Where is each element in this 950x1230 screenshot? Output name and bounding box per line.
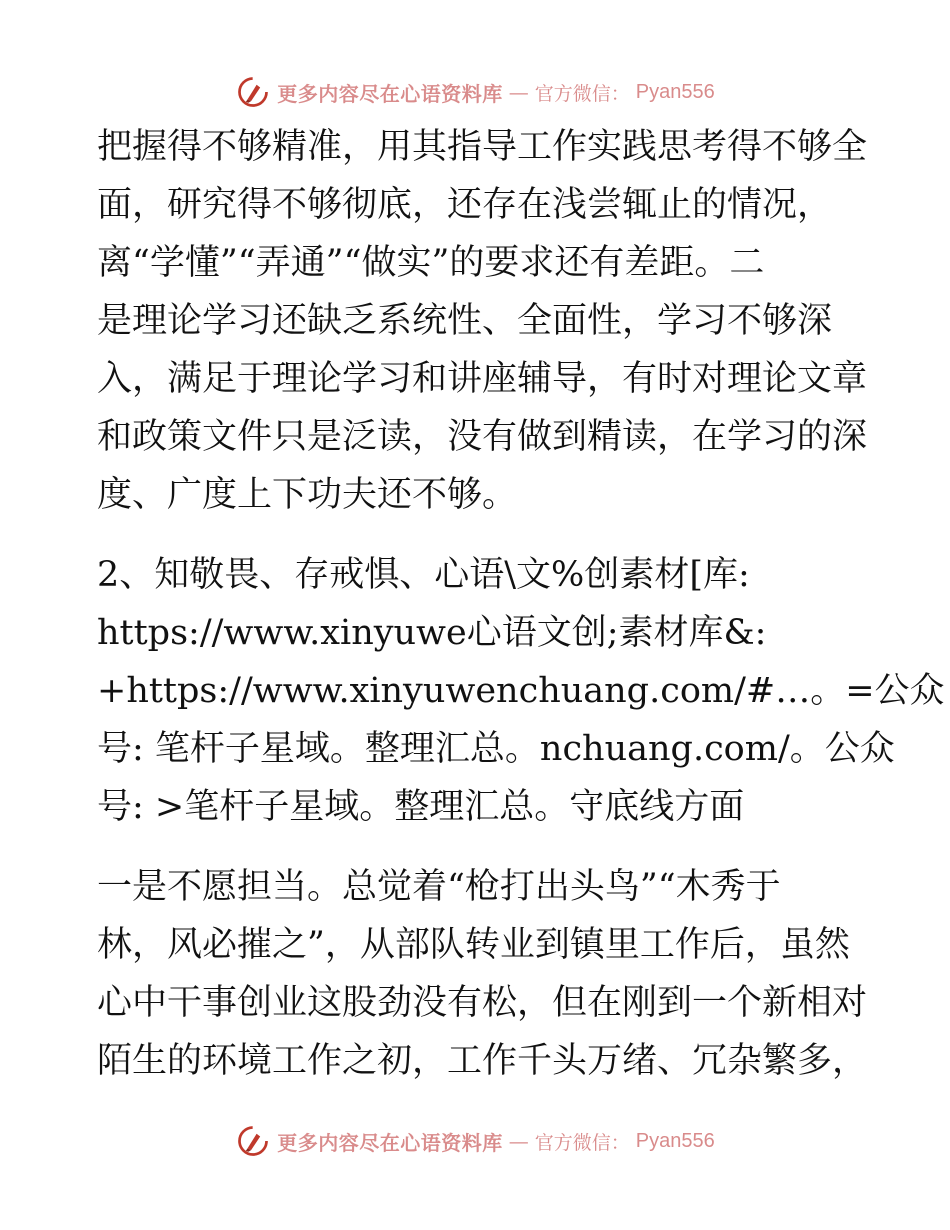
text-line: 面，研究得不够彻底，还存在浅尝辄止的情况，: [97, 185, 833, 225]
paragraph-1: [97, 118, 868, 524]
text-line: 离“学懂”“弄通”“做实”的要求还有差距。二: [97, 243, 765, 283]
watermark-site-text: 更多内容尽在心语资料库: [277, 1130, 503, 1155]
header-watermark: [0, 72, 950, 112]
text-line: 度、广度上下功夫还不够。: [97, 475, 518, 515]
document-body: [97, 118, 945, 1090]
text-line: 和政策文件只是泛读，没有做到精读，在学习的深: [97, 417, 868, 457]
text-line: 把握得不够精准，用其指导工作实践思考得不够全: [97, 127, 868, 167]
paragraph-3: [97, 858, 868, 1090]
text-line: 心中干事创业这股劲没有松，但在刚到一个新相对: [97, 983, 868, 1023]
footer-watermark: [0, 1121, 950, 1161]
text-line: +https://www.xinyuwenchuang.com/#…。=公众: [97, 671, 945, 711]
text-line: 入，满足于理论学习和讲座辅导，有时对理论文章: [97, 359, 868, 399]
text-line: 2、知敬畏、存戒惧、心语\文%创素材[库:: [97, 555, 750, 595]
text-line: 是理论学习还缺乏系统性、全面性，学习不够深: [97, 301, 833, 341]
text-line: https://www.xinyuwe心语文创;素材库&:: [97, 613, 767, 653]
watermark-wechat-id: Pyan556: [635, 80, 715, 103]
watermark-wechat-id: Pyan556: [635, 1129, 715, 1152]
watermark-site-text: 更多内容尽在心语资料库: [277, 81, 503, 106]
watermark-wechat-label: 官方微信：: [534, 1131, 630, 1154]
watermark-separator: —: [508, 1129, 529, 1153]
text-line: 一是不愿担当。总觉着“枪打出头鸟”“木秀于: [97, 867, 781, 907]
watermark-separator: —: [508, 80, 529, 104]
paragraph-2: [97, 546, 945, 836]
pen-nib-logo-icon: [235, 74, 271, 110]
watermark-wechat-label: 官方微信：: [534, 82, 630, 105]
pen-nib-logo-icon: [235, 1123, 271, 1159]
text-line: 号: >笔杆子星域。整理汇总。守底线方面: [97, 787, 745, 827]
text-line: 陌生的环境工作之初，工作千头万绪、冗杂繁多，: [97, 1041, 868, 1081]
text-line: 林，风必摧之”，从部队转业到镇里工作后，虽然: [97, 925, 850, 965]
text-line: 号: 笔杆子星域。整理汇总。nchuang.com/。公众: [97, 729, 895, 769]
